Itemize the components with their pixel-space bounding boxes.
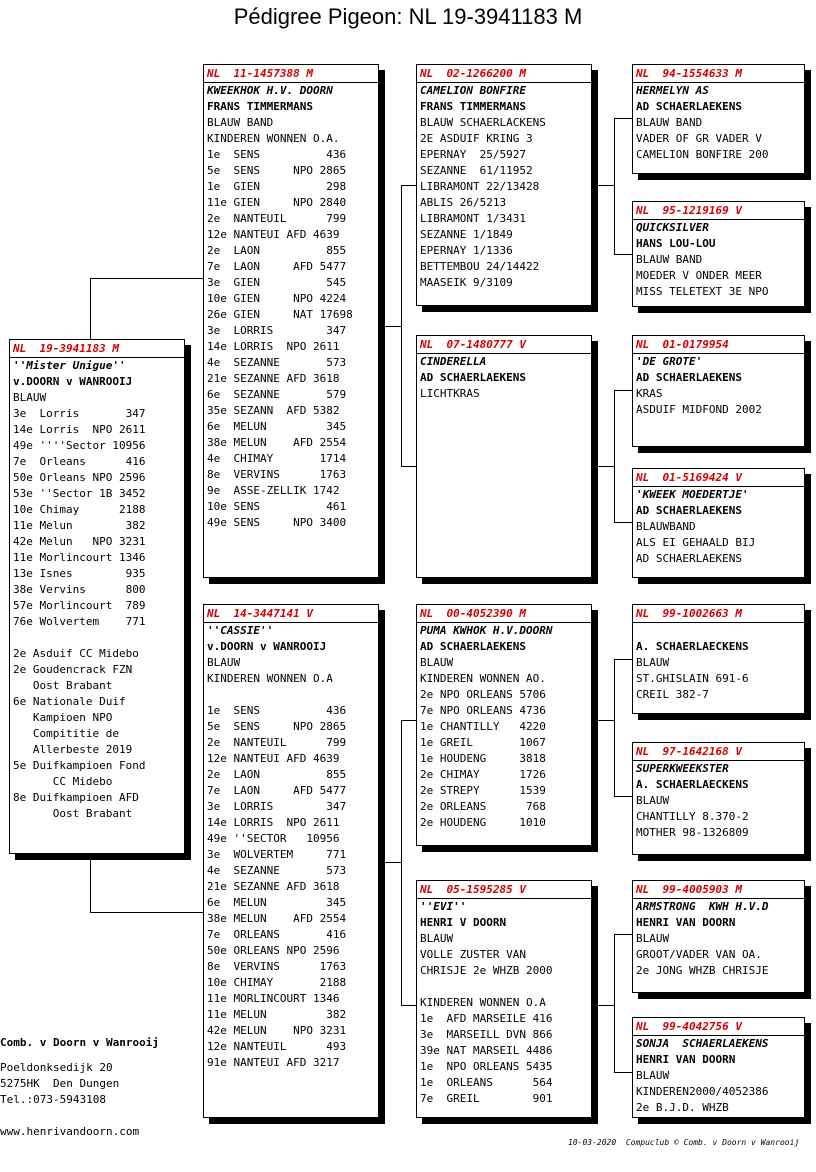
pigeon-name: ''EVI'' — [420, 900, 467, 913]
info-line: 3e GIEN 545 — [207, 276, 347, 289]
info-line: 35e SEZANN AFD 5382 — [207, 404, 340, 417]
info-line: BLAUWBAND — [636, 520, 696, 533]
pigeon-card-ggs-1 — [632, 64, 805, 174]
info-line: 4e CHIMAY 1714 — [207, 452, 347, 465]
info-line: 49e ''''Sector 10956 — [13, 439, 146, 452]
info-line: 10e CHIMAY 2188 — [207, 976, 347, 989]
info-line: BLAUW BAND — [636, 253, 703, 266]
address-phone: Tel.:073-5943108 — [0, 1093, 106, 1106]
info-line: EPERNAY 25/5927 — [420, 148, 526, 161]
info-line: Kampioen NPO — [13, 711, 113, 724]
info-line: BLAUW — [636, 932, 670, 945]
pigeon-name: CAMELION BONFIRE — [420, 84, 526, 97]
ring-number: NL 02-1266200 M — [417, 66, 591, 83]
connector-line — [614, 254, 632, 255]
info-line: 2e NANTEUIL 799 — [207, 736, 347, 749]
pigeon-name: SUPERKWEEKSTER — [636, 762, 729, 775]
info-line: CHANTILLY 8.370-2 — [636, 810, 749, 823]
info-line: BLAUW — [636, 1069, 670, 1082]
info-line: 1e AFD MARSEILE 416 — [420, 1012, 553, 1025]
connector-line — [385, 862, 402, 863]
connector-line — [385, 326, 402, 327]
info-line: 39e NAT MARSEIL 4486 — [420, 1044, 553, 1057]
info-line: 7e ORLEANS 416 — [207, 928, 347, 941]
info-line: 1e SENS 436 — [207, 148, 347, 161]
info-line: Oost Brabant — [13, 807, 133, 820]
ring-number: NL 01-5169424 V — [633, 470, 804, 487]
info-line: AD SCHAERLAEKENS — [636, 552, 742, 565]
pigeon-card-ggs-7 — [632, 880, 805, 993]
connector-line — [401, 185, 402, 467]
connector-line — [614, 934, 632, 935]
info-line: MAASEIK 9/3109 — [420, 276, 513, 289]
owner-line: FRANS TIMMERMANS — [207, 100, 313, 113]
pigeon-name: HERMELYN AS — [636, 84, 709, 97]
pigeon-name: QUICKSILVER — [636, 221, 709, 234]
ring-number: NL 99-4042756 V — [633, 1019, 804, 1036]
connector-line — [614, 659, 615, 797]
info-line: BLAUW — [420, 656, 454, 669]
info-line: 2e LAON 855 — [207, 768, 347, 781]
connector-line — [614, 934, 615, 1073]
info-line: 49e ''SECTOR 10956 — [207, 832, 340, 845]
info-line: CREIL 382-7 — [636, 688, 709, 701]
pigeon-name: PUMA KWHOK H.V.DOORN — [420, 624, 553, 637]
info-line: 12e NANTEUI AFD 4639 — [207, 752, 340, 765]
info-line: LIBRAMONT 22/13428 — [420, 180, 540, 193]
info-line: 7e NPO ORLEANS 4736 — [420, 704, 546, 717]
info-line: LIBRAMONT 1/3431 — [420, 212, 526, 225]
info-line: 14e LORRIS NPO 2611 — [207, 340, 340, 353]
pigeon-card-granddam-maternal — [416, 880, 592, 1118]
owner-line: A. SCHAERLAECKENS — [636, 778, 749, 791]
ring-number: NL 95-1219169 V — [633, 203, 804, 220]
info-line: KINDEREN WONNEN AO. — [420, 672, 546, 685]
info-line: KINDEREN WONNEN O.A — [207, 672, 333, 685]
info-line: 5e Duifkampioen Fond — [13, 759, 146, 772]
connector-line — [614, 522, 632, 523]
info-line: 1e CHANTILLY 4220 — [420, 720, 546, 733]
info-line: 7e Orleans 416 — [13, 455, 146, 468]
info-line: BLAUW SCHAERLACKENS — [420, 116, 546, 129]
info-line: BLAUW BAND — [636, 116, 703, 129]
info-line: 2e NANTEUIL 799 — [207, 212, 347, 225]
info-line: BLAUW — [636, 656, 670, 669]
pigeon-card-ggd-6 — [632, 742, 805, 855]
info-line: 9e ASSE-ZELLIK 1742 — [207, 484, 340, 497]
info-line: 50e Orleans NPO 2596 — [13, 471, 146, 484]
connector-line — [614, 659, 632, 660]
info-line: VOLLE ZUSTER VAN — [420, 948, 526, 961]
info-line: 3e LORRIS 347 — [207, 324, 347, 337]
info-line: BLAUW — [13, 391, 47, 404]
page-title: Pédigree Pigeon: NL 19-3941183 M — [233, 4, 583, 29]
info-line: Oost Brabant — [13, 679, 113, 692]
connector-line — [401, 185, 417, 186]
info-line: 3e LORRIS 347 — [207, 800, 347, 813]
owner-line: FRANS TIMMERMANS — [420, 100, 526, 113]
info-line: 11e Melun 382 — [13, 519, 146, 532]
breeder-name: Comb. v Doorn v Wanrooij — [0, 1036, 159, 1049]
info-line: 42e Melun NPO 3231 — [13, 535, 146, 548]
info-line: 38e MELUN AFD 2554 — [207, 436, 347, 449]
owner-line: HENRI VAN DOORN — [636, 916, 736, 929]
info-line: 1e SENS 436 — [207, 704, 347, 717]
connector-line — [598, 1005, 615, 1006]
owner-line: HENRI VAN DOORN — [636, 1053, 736, 1066]
pigeon-card-mother — [203, 604, 379, 1118]
info-line — [207, 687, 375, 703]
ring-number: NL 14-3447141 V — [204, 606, 378, 623]
info-line: 2e NPO ORLEANS 5706 — [420, 688, 546, 701]
info-line: 6e SEZANNE 579 — [207, 388, 347, 401]
owner-line: AD SCHAERLAEKENS — [636, 371, 742, 384]
info-line: BLAUW — [636, 794, 670, 807]
info-line: Compititie de — [13, 727, 119, 740]
info-line: 91e NANTEUI AFD 3217 — [207, 1056, 340, 1069]
info-line: CHRISJE 2e WHZB 2000 — [420, 964, 553, 977]
info-line: 3e Lorris 347 — [13, 407, 146, 420]
info-line: VADER OF GR VADER V — [636, 132, 762, 145]
info-line: KINDEREN2000/4052386 — [636, 1085, 769, 1098]
connector-line — [614, 118, 632, 119]
info-line: LICHTKRAS — [420, 387, 480, 400]
info-line: 5e SENS NPO 2865 — [207, 164, 347, 177]
info-line: SEZANNE 1/1849 — [420, 228, 513, 241]
connector-line — [90, 912, 203, 913]
info-line: 1e HOUDENG 3818 — [420, 752, 546, 765]
owner-line: AD SCHAERLAEKENS — [636, 100, 742, 113]
info-line: 11e GIEN NPO 2840 — [207, 196, 347, 209]
info-line: 11e Morlincourt 1346 — [13, 551, 146, 564]
info-line: 2e CHIMAY 1726 — [420, 768, 546, 781]
info-line: 2e Goudencrack FZN — [13, 663, 133, 676]
info-line: 7e LAON AFD 5477 — [207, 260, 347, 273]
owner-line: AD SCHAERLAEKENS — [636, 504, 742, 517]
info-line: ABLIS 26/5213 — [420, 196, 507, 209]
owner-line: v.DOORN v WANROOIJ — [13, 375, 133, 388]
info-line: 8e VERVINS 1763 — [207, 468, 347, 481]
info-line: MISS TELETEXT 3E NPO — [636, 285, 769, 298]
connector-line — [90, 278, 91, 341]
owner-line: v.DOORN v WANROOIJ — [207, 640, 327, 653]
info-line — [420, 979, 588, 995]
info-line: 2e LAON 855 — [207, 244, 347, 257]
info-line: BLAUW — [207, 656, 241, 669]
ring-number: NL 01-0179954 — [633, 337, 804, 354]
ring-number: NL 99-1002663 M — [633, 606, 804, 623]
info-line: 2e B.J.D. WHZB — [636, 1101, 729, 1114]
pigeon-card-ggs-3 — [632, 335, 805, 447]
pigeon-card-ggd-2 — [632, 201, 805, 307]
info-line: 14e Lorris NPO 2611 — [13, 423, 146, 436]
info-line: 10e Chimay 2188 — [13, 503, 146, 516]
info-line: 42e MELUN NPO 3231 — [207, 1024, 347, 1037]
info-line: 6e Nationale Duif — [13, 695, 126, 708]
info-line: CAMELION BONFIRE 200 — [636, 148, 769, 161]
info-line: EPERNAY 1/1336 — [420, 244, 513, 257]
connector-line — [598, 185, 615, 186]
info-line: KINDEREN WONNEN O.A. — [207, 132, 340, 145]
owner-line: AD SCHAERLAEKENS — [420, 640, 526, 653]
ring-number: NL 05-1595285 V — [417, 882, 591, 899]
info-line — [13, 630, 181, 646]
info-line: 2e Asduif CC Midebo — [13, 647, 139, 660]
info-line: 7e LAON AFD 5477 — [207, 784, 347, 797]
info-line: 4e SEZANNE 573 — [207, 356, 347, 369]
pigeon-card-ggd-4 — [632, 468, 805, 578]
info-line: 2e JONG WHZB CHRISJE — [636, 964, 769, 977]
address-street: Poeldonksedijk 20 — [0, 1061, 113, 1074]
pigeon-name — [636, 623, 801, 639]
owner-line: AD SCHAERLAEKENS — [420, 371, 526, 384]
pigeon-card-father — [203, 64, 379, 578]
pigeon-card-granddam-paternal — [416, 335, 592, 578]
connector-line — [614, 796, 632, 797]
info-line: ASDUIF MIDFOND 2002 — [636, 403, 762, 416]
pigeon-name: CINDERELLA — [420, 355, 487, 368]
connector-line — [614, 118, 615, 255]
pigeon-card-grandsire-maternal — [416, 604, 592, 846]
info-line: BLAUW — [420, 932, 454, 945]
info-line: 2e STREPY 1539 — [420, 784, 546, 797]
info-line: BETTEMBOU 24/14422 — [420, 260, 540, 273]
info-line: 1e GIEN 298 — [207, 180, 347, 193]
info-line: SEZANNE 61/11952 — [420, 164, 533, 177]
connector-line — [90, 278, 203, 279]
owner-line: HANS LOU-LOU — [636, 237, 716, 250]
info-line: 1e ORLEANS 564 — [420, 1076, 553, 1089]
info-line: 6e MELUN 345 — [207, 896, 347, 909]
info-line: GROOT/VADER VAN OA. — [636, 948, 762, 961]
connector-line — [401, 720, 417, 721]
pigeon-name: KWEEKHOK H.V. DOORN — [207, 84, 333, 97]
pigeon-name: SONJA SCHAERLAEKENS — [636, 1037, 769, 1050]
info-line: 50e ORLEANS NPO 2596 — [207, 944, 340, 957]
info-line: 26e GIEN NAT 17698 — [207, 308, 353, 321]
info-line: MOTHER 98-1326809 — [636, 826, 749, 839]
info-line: 5e SENS NPO 2865 — [207, 720, 347, 733]
connector-line — [401, 1005, 417, 1006]
ring-number: NL 99-4005903 M — [633, 882, 804, 899]
info-line: 11e MORLINCOURT 1346 — [207, 992, 340, 1005]
info-line: 8e Duifkampioen AFD — [13, 791, 139, 804]
info-line: ALS EI GEHAALD BIJ — [636, 536, 756, 549]
address-city: 5275HK Den Dungen — [0, 1077, 120, 1090]
info-line: 1e GREIL 1067 — [420, 736, 546, 749]
owner-line: A. SCHAERLAECKENS — [636, 640, 749, 653]
connector-line — [401, 720, 402, 1006]
info-line: 38e MELUN AFD 2554 — [207, 912, 347, 925]
info-line: 38e Vervins 800 — [13, 583, 146, 596]
info-line: 10e GIEN NPO 4224 — [207, 292, 347, 305]
pigeon-name: 'DE GROTE' — [636, 355, 703, 368]
ring-number: NL 94-1554633 M — [633, 66, 804, 83]
pigeon-card-ggd-8 — [632, 1017, 805, 1118]
info-line: 2e HOUDENG 1010 — [420, 816, 546, 829]
info-line: KINDEREN WONNEN O.A — [420, 996, 546, 1009]
info-line: 49e SENS NPO 3400 — [207, 516, 347, 529]
info-line: 4e SEZANNE 573 — [207, 864, 347, 877]
info-line: 11e MELUN 382 — [207, 1008, 347, 1021]
info-line: 7e GREIL 901 — [420, 1092, 553, 1105]
info-line: 21e SEZANNE AFD 3618 — [207, 372, 340, 385]
info-line: Allerbeste 2019 — [13, 743, 133, 756]
info-line: 12e NANTEUIL 493 — [207, 1040, 347, 1053]
info-line: 1e NPO ORLEANS 5435 — [420, 1060, 553, 1073]
connector-line — [598, 466, 615, 467]
info-line: 53e ''Sector 1B 3452 — [13, 487, 146, 500]
info-line: 2e ORLEANS 768 — [420, 800, 546, 813]
ring-number: NL 97-1642168 V — [633, 744, 804, 761]
info-line: 14e LORRIS NPO 2611 — [207, 816, 340, 829]
pigeon-name: ARMSTRONG KWH H.V.D — [636, 900, 769, 913]
connector-line — [614, 390, 615, 523]
info-line: KRAS — [636, 387, 663, 400]
info-line: 6e MELUN 345 — [207, 420, 347, 433]
info-line: 8e VERVINS 1763 — [207, 960, 347, 973]
info-line: 3e WOLVERTEM 771 — [207, 848, 347, 861]
print-info — [568, 1138, 799, 1147]
print-credit: Compuclub © Comb. v Doorn v Wanrooij — [625, 1138, 800, 1147]
pigeon-card-grandsire-paternal — [416, 64, 592, 306]
ring-number: NL 11-1457388 M — [204, 66, 378, 83]
website-link[interactable]: www.henrivandoorn.com — [0, 1125, 140, 1138]
connector-line — [401, 466, 417, 467]
pigeon-name: 'KWEEK MOEDERTJE' — [636, 488, 749, 501]
pigeon-card-subject — [9, 339, 185, 854]
connector-line — [614, 1072, 632, 1073]
info-line: CC Midebo — [13, 775, 113, 788]
ring-number: NL 19-3941183 M — [10, 341, 184, 358]
info-line: 21e SEZANNE AFD 3618 — [207, 880, 340, 893]
info-line: 3e MARSEILL DVN 866 — [420, 1028, 553, 1041]
info-line: MOEDER V ONDER MEER — [636, 269, 762, 282]
pigeon-name: ''Mister Unigue'' — [13, 359, 126, 372]
info-line: ST.GHISLAIN 691-6 — [636, 672, 749, 685]
info-line: 13e Isnes 935 — [13, 567, 146, 580]
ring-number: NL 07-1480777 V — [417, 337, 591, 354]
info-line: 76e Wolvertem 771 — [13, 615, 146, 628]
info-line: 12e NANTEUI AFD 4639 — [207, 228, 340, 241]
info-line: 57e Morlincourt 789 — [13, 599, 146, 612]
info-line: 2E ASDUIF KRING 3 — [420, 132, 533, 145]
connector-line — [90, 855, 91, 912]
pigeon-card-ggs-5 — [632, 604, 805, 714]
print-date: 10-03-2020 — [568, 1138, 617, 1147]
owner-line: HENRI V DOORN — [420, 916, 507, 929]
pigeon-name: ''CASSIE'' — [207, 624, 274, 637]
info-line: 10e SENS 461 — [207, 500, 347, 513]
ring-number: NL 00-4052390 M — [417, 606, 591, 623]
connector-line — [614, 390, 632, 391]
info-line: BLAUW BAND — [207, 116, 274, 129]
connector-line — [598, 720, 615, 721]
